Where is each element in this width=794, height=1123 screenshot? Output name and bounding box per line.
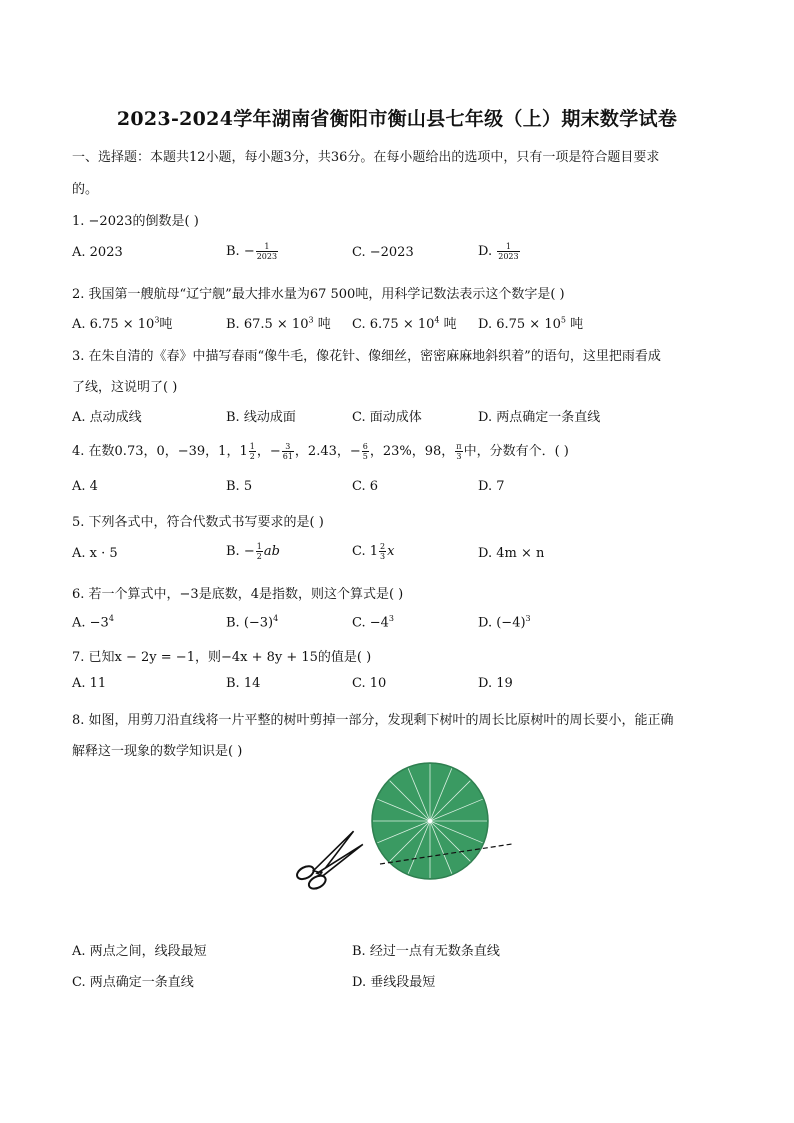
q3-option-a: A. 点动成线	[72, 410, 142, 425]
leaf-scissors-figure	[280, 762, 520, 912]
leaf-center	[428, 819, 432, 823]
fraction: $\frac{\pi}{3}$	[456, 442, 462, 461]
q8-stem-line-2: 解释这一现象的数学知识是( )	[72, 744, 243, 759]
q7-option-c: C. 10	[352, 676, 387, 691]
section-heading-line-1: 一、选择题：本题共12小题，每小题3分，共36分。在每小题给出的选项中，只有一项是符合题目要求	[72, 150, 660, 165]
fraction: $\frac{3}{61}$	[282, 442, 293, 461]
q8-option-a: A. 两点之间，线段最短	[72, 944, 207, 959]
q8-option-b: B. 经过一点有无数条直线	[352, 944, 500, 959]
q6-option-b: B. $(-3)^4$	[226, 614, 279, 631]
q5-option-c: C. 1 $\frac{2}{3}$ x	[352, 542, 395, 561]
leaf-icon	[372, 763, 488, 879]
fraction: $\frac{1}{2}$	[256, 542, 262, 561]
q3-option-c: C. 面动成体	[352, 410, 422, 425]
q3-option-b: B. 线动成面	[226, 410, 296, 425]
q4-option-d: D. 7	[478, 479, 505, 494]
fraction: $\frac{1}{2023}$	[256, 242, 278, 261]
q1-option-d: D. $\frac{1}{2023}$	[478, 242, 519, 261]
figure-svg	[280, 762, 520, 912]
q4-stem: 4. 在数0.73，0，−39，1，1 $\frac{1}{2}$ ，− $\frac{3}{61}$ ，2.43，− $\frac{6}{5}$ ，23%，98， $\frac{\pi}{3}$ 中，分数有个．( )	[72, 442, 569, 461]
q5-option-b: B. − $\frac{1}{2}$ ab	[226, 542, 280, 561]
q3-stem-line-2: 了线，这说明了( )	[72, 380, 178, 395]
q5-stem: 5. 下列各式中，符合代数式书写要求的是( )	[72, 515, 324, 530]
q2-option-a: A. $6.75 \times 10^3$吨	[72, 315, 173, 332]
q8-stem-line-1: 8. 如图，用剪刀沿直线将一片平整的树叶剪掉一部分，发现剩下树叶的周长比原树叶的周长要小，能正确	[72, 713, 674, 728]
fraction: $\frac{1}{2}$	[249, 442, 255, 461]
section-heading-line-2: 的。	[72, 182, 99, 197]
q1-stem: 1. −2023的倒数是( )	[72, 214, 199, 229]
q5-option-d: D. 4m × n	[478, 546, 545, 561]
scissors-icon	[291, 830, 371, 894]
q6-option-c: C. $-4^3$	[352, 614, 395, 631]
q3-stem-line-1: 3. 在朱自清的《春》中描写春雨“像牛毛，像花针、像细丝，密密麻麻地斜织着”的语句，这里把雨看成	[72, 349, 661, 364]
q3-option-d: D. 两点确定一条直线	[478, 410, 601, 425]
q2-option-b: B. $67.5 \times 10^3$ 吨	[226, 315, 331, 332]
q7-option-d: D. 19	[478, 676, 513, 691]
q7-stem: 7. 已知x − 2y = −1，则−4x + 8y + 15的值是( )	[72, 650, 372, 665]
q2-option-d: D. $6.75 \times 10^5$ 吨	[478, 315, 584, 332]
q4-option-b: B. 5	[226, 479, 253, 494]
q8-option-c: C. 两点确定一条直线	[72, 975, 194, 990]
q1-option-c: C. −2023	[352, 245, 414, 260]
q1-option-a: A. 2023	[72, 245, 123, 260]
q4-option-a: A. 4	[72, 479, 98, 494]
q6-option-d: D. $(-4)^3$	[478, 614, 531, 631]
fraction: $\frac{6}{5}$	[362, 442, 368, 461]
q6-option-a: A. $-3^4$	[72, 614, 114, 631]
q5-option-a: A. x · 5	[72, 546, 118, 561]
q2-stem: 2. 我国第一艘航母“辽宁舰”最大排水量为67 500吨，用科学记数法表示这个数字是( )	[72, 287, 565, 302]
q4-option-c: C. 6	[352, 479, 379, 494]
q7-option-a: A. 11	[72, 676, 107, 691]
q2-option-c: C. $6.75 \times 10^4$ 吨	[352, 315, 457, 332]
q1-option-b: B. − $\frac{1}{2023}$	[226, 242, 278, 261]
page-title: 2023-2024学年湖南省衡阳市衡山县七年级（上）期末数学试卷	[116, 108, 678, 130]
fraction: $\frac{2}{3}$	[380, 542, 386, 561]
fraction: $\frac{1}{2023}$	[498, 242, 519, 261]
q7-option-b: B. 14	[226, 676, 261, 691]
q8-option-d: D. 垂线段最短	[352, 975, 436, 990]
q6-stem: 6. 若一个算式中，−3是底数，4是指数，则这个算式是( )	[72, 587, 404, 602]
